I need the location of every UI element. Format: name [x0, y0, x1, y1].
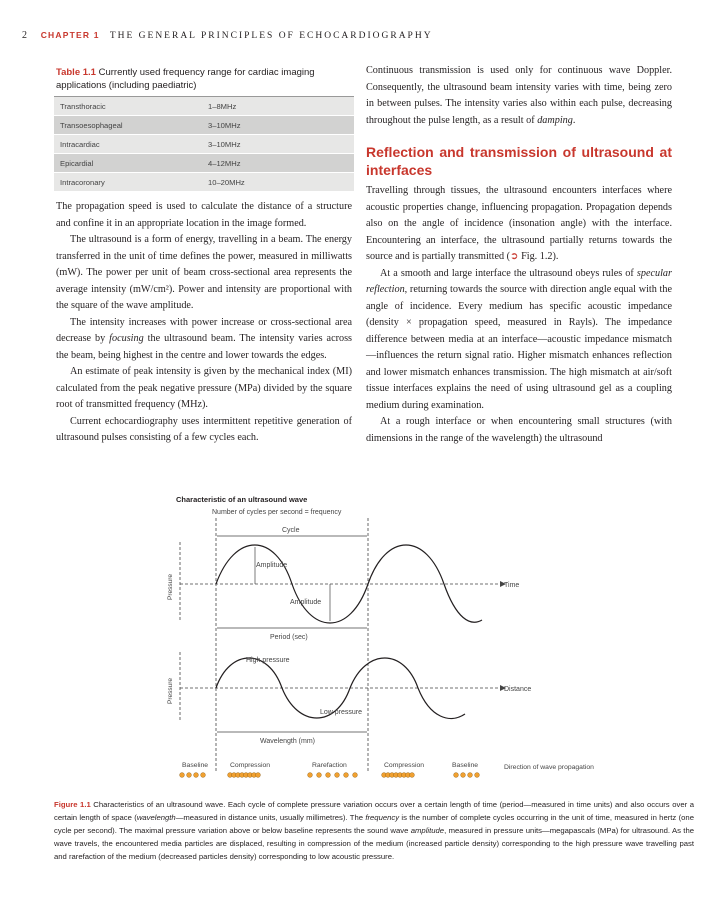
table-cell: Transoesophageal — [54, 116, 202, 135]
particle-dot — [335, 773, 340, 778]
text-run: At a smooth and large interface the ultrasound obeys rules of — [380, 267, 637, 279]
particle-dot — [454, 773, 459, 778]
frequency-table — [54, 96, 354, 192]
particle-dot — [308, 773, 313, 778]
paragraph: At a rough interface or when encountering small structures (with dimensions in the range of the wavelength) the ultrasound — [366, 416, 672, 444]
emphasis: specular reflection — [366, 267, 672, 295]
wavelength-label: Wavelength (mm) — [260, 738, 315, 745]
emphasis: amplitude — [410, 826, 445, 835]
high-pressure-text: High pressure — [246, 657, 290, 664]
table-cell: 4–12MHz — [202, 154, 354, 173]
paragraph — [366, 63, 672, 129]
paragraph — [366, 266, 672, 415]
particle-dot — [201, 773, 206, 778]
distance-label: Distance — [504, 686, 532, 693]
low-pressure-label — [320, 709, 362, 716]
section-heading: Reflection and transmission of ultrasound at interfaces — [366, 144, 672, 178]
table-cell: Epicardial — [54, 154, 202, 173]
particle-dot — [194, 773, 199, 778]
table-label: Table 1.1 — [56, 67, 96, 78]
baseline-label: Baseline — [182, 762, 209, 769]
particle-dot — [410, 773, 415, 778]
chapter-title: THE GENERAL PRINCIPLES OF ECHOCARDIOGRAPHY — [109, 31, 433, 41]
chapter-label: CHAPTER 1 — [40, 30, 100, 40]
running-header — [22, 30, 433, 41]
text-run: Continuous transmission is used only for continuous wave Doppler. Consequently, the ultrasound beam intensity varies with time, being zero in between pulses. The intensity varies also within each pulse, decreasing throughout the pulse length, as a result of — [366, 65, 672, 126]
table-cell: 1–8MHz — [202, 97, 354, 116]
figure-subtitle: Number of cycles per second = frequency — [212, 509, 342, 516]
particle-row — [180, 773, 480, 778]
figure-caption — [54, 798, 694, 863]
table-caption-text: Currently used frequency range for cardiac imaging applications (including paediatric) — [56, 67, 315, 91]
period-label: Period (sec) — [270, 634, 308, 641]
table-caption — [56, 66, 352, 92]
ultrasound-wave-figure — [160, 492, 594, 792]
paragraph — [56, 315, 352, 365]
emphasis: wavelength — [136, 813, 176, 822]
paragraph: The ultrasound is a form of energy, travelling in a beam. The energy transferred in the unit of time defines the power, measured in milliwatts (mW). The power per unit of beam cross-sectional area represents the average intensity (mW/cm²). Power and intensity are proportional with the square of the wave amplitude. — [56, 234, 352, 311]
text-run: Characteristics of an ultrasound wave. Each cycle of complete pressure variation occurs over a certain length of time (period—measured in time units) and also occurs over a certain length of space ( — [54, 800, 694, 822]
paragraph — [366, 183, 672, 266]
particle-dot — [344, 773, 349, 778]
text-run: the ultrasound beam. The intensity varies across the beam, being highest in the centre and lower towards the edges. — [56, 333, 353, 361]
particle-dot — [256, 773, 261, 778]
text-run: , returning towards the source with direction angle equal with the angle of incidence. Every medium has specific acoustic impedance (density × propagation speed, measured in Rayls). The impedance difference between media at an interface—acoustic impedance mismatch—influences the return signal ratio. Higher mismatch enhances reflection and lower mismatch enhances transmission. The high mismatch at air/soft tissue interfaces explains the need of using ultrasound gel as a coupling medium during examination. — [366, 284, 672, 411]
table-row — [54, 154, 354, 173]
text-run: —measured in distance units, usually millimetres). The — [175, 813, 366, 822]
table-cell: Intracoronary — [54, 173, 202, 192]
table-row — [54, 116, 354, 135]
text-run: . — [572, 114, 576, 126]
amplitude-label: Amplitude — [290, 599, 322, 606]
cycle-label: Cycle — [282, 527, 300, 534]
compression-label: Compression — [230, 762, 271, 769]
particle-dot — [317, 773, 322, 778]
left-column — [56, 199, 352, 447]
compression-label: Compression — [384, 762, 425, 769]
right-column — [366, 63, 672, 447]
text-run: , measured in pressure units—megapascals (MPa) for ultrasound. As the wave travels, the encountered media particles are displaced, resulting in compression of the medium (increased particle density) corresponding to the high pressure wave travelling past and rarefaction of the medium (decreased particles density) corresponding to low acoustic pressure. — [54, 826, 694, 861]
table-cell: 10–20MHz — [202, 173, 354, 192]
table-row — [54, 135, 354, 154]
emphasis: frequency — [365, 813, 400, 822]
table-cell: 3–10MHz — [202, 135, 354, 154]
paragraph: The propagation speed is used to calculate the distance of a structure and confine it in an appropriate location in the image formed. — [56, 201, 352, 229]
pressure-label: Pressure — [167, 677, 174, 704]
low-pressure-text: Low pressure — [320, 709, 363, 716]
figure-reference-link[interactable]: Fig. 1.2 — [521, 251, 553, 262]
figure-label: Figure 1.1 — [54, 800, 91, 809]
particle-dot — [180, 773, 185, 778]
particle-dot — [468, 773, 473, 778]
text-run: is the number of complete cycles occurring in the unit of time, measured in hertz (one cycle per second). The maximal pressure variation above or below baseline represents the sound wave — [54, 813, 694, 835]
table-cell: Intracardiac — [54, 135, 202, 154]
page-number: 2 — [22, 30, 29, 41]
text-run: Travelling through tissues, the ultrasound encounters interfaces where acoustic properties change, influencing propagation. Propagation depends also on the angle of incidence (insonation angle) with the interface. Encountering an interface, the ultrasound partially returns towards the source and is partially transmitted ( — [366, 185, 672, 262]
rarefaction-label: Rarefaction — [312, 762, 347, 769]
direction-label: Direction of wave propagation — [504, 764, 594, 771]
particle-dot — [353, 773, 358, 778]
figure-title: Characteristic of an ultrasound wave — [176, 495, 308, 504]
table-row — [54, 97, 354, 116]
particle-dot — [187, 773, 192, 778]
emphasis: damping — [537, 114, 573, 126]
high-pressure-label — [246, 657, 290, 664]
link-arrow-icon: ➲ — [510, 251, 522, 262]
emphasis: focusing — [109, 333, 144, 344]
table-cell: 3–10MHz — [202, 116, 354, 135]
time-label: Time — [504, 582, 520, 589]
particle-dot — [475, 773, 480, 778]
text-run: ). — [552, 251, 559, 262]
amplitude-label: Amplitude — [256, 562, 288, 569]
pressure-label: Pressure — [167, 573, 174, 600]
particle-dot — [326, 773, 331, 778]
text-run: The intensity increases with power increase or cross-sectional area decrease by — [56, 316, 352, 344]
paragraph: An estimate of peak intensity is given by the mechanical index (MI) calculated from the peak negative pressure (MPa) divided by the square root of transmitted frequency (MHz). — [56, 366, 352, 410]
table-cell: Transthoracic — [54, 97, 202, 116]
table-row — [54, 173, 354, 192]
particle-dot — [461, 773, 466, 778]
baseline-label: Baseline — [452, 762, 479, 769]
paragraph: Current echocardiography uses intermittent repetitive generation of ultrasound pulses consisting of a few cycles each. — [56, 415, 352, 443]
